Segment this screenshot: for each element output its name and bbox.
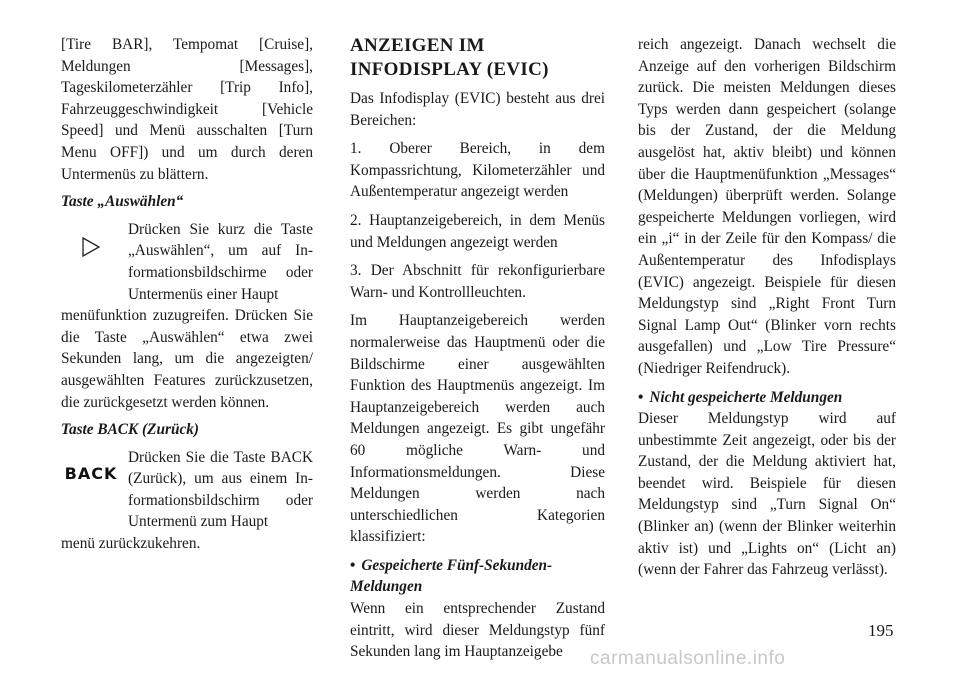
evic-intro: Das Infodisplay (EVIC) besteht aus drei Bereichen: bbox=[350, 90, 605, 129]
back-key-text: Drücken Sie die Taste BACK (Zurück), um aus einem Informationsbildschirm oder Untermenü zum Haupt bbox=[128, 448, 313, 531]
bullet-dot: • bbox=[350, 556, 356, 574]
bullet-dot: • bbox=[638, 388, 644, 406]
back-key-title: Taste BACK (Zurück) bbox=[61, 421, 199, 439]
stored-messages-text: Wenn ein entsprechender Zustand eintritt, wird dieser Meldungstyp fünf Sekunden lang im Hauptanzeigebe bbox=[350, 600, 605, 661]
unstored-messages-text: Dieser Meldungstyp wird auf unbestimmte Zeit angezeigt, oder bis der Zustand, der die Meldung aktiviert hat, beendet wird. Beispiele für diesen Meldungstyp sind „Turn Signal On“ (Blinker an) (wenn der Blinker weiterhin aktiv ist) und „Lights on“ (Licht an) (wenn der Fahrer das Fahrzeug verlässt). bbox=[638, 410, 896, 579]
stored-messages-continued: reich angezeigt. Danach wechselt die Anzeige auf den vorherigen Bildschirm zurück. Die meisten Meldungen dieses Typs werden dann gespeichert (solange bis der Zustand, der die Meldung ausgelöst hat, aktiv bleibt) und können über die Hauptmenüfunktion „Messages“ (Meldungen) überprüft werden. Solange gespeicherte Meldungen vorliegen, wird ein „i“ in der Zeile für den Kompass/ die Außentemperatur des Infodisplays (EVIC) angezeigt. Beispiele für diesen Meldungstyp sind „Right Front Turn Signal Lamp Out“ (Blinker vorn rechts ausgefallen) und „Low Tire Pressure“ (Niedriger Reifendruck). bbox=[638, 36, 896, 377]
back-icon-label: BACK bbox=[64, 463, 118, 483]
page-number: 195 bbox=[868, 621, 894, 640]
select-key-block bbox=[61, 219, 313, 305]
back-key-text-continued: menü zurückzukehren. bbox=[61, 535, 201, 553]
area-3-text: 3. Der Abschnitt für rekonfigurierbare Warn- und Kontrollleuchten. bbox=[350, 262, 605, 301]
bullet-unstored-messages bbox=[638, 387, 896, 409]
select-key-title: Taste „Auswählen“ bbox=[61, 193, 184, 211]
intro-paragraph: [Tire BAR], Tempomat [Cruise], Meldungen [Messages], Tageskilometerzähler [Trip Info], Fahrzeuggeschwindigkeit [Vehicle Speed] und Menü ausschalten [Turn Menu OFF]) und um durch deren Untermenüs zu blättern. bbox=[61, 36, 313, 183]
back-button-icon bbox=[61, 463, 121, 485]
select-key-text-continued: menüfunktion zuzugreifen. Drücken Sie die Taste „Auswählen“ etwa zwei Sekunden lang, um die angezeigten/ ausgewählten Features zurückzusetzen, die zurückgesetzt werden können. bbox=[61, 307, 313, 411]
select-key-text: Drücken Sie kurz die Taste „Auswählen“, um auf Informationsbildschirme oder Untermenüs einer Haupt bbox=[128, 220, 313, 303]
select-arrow-icon bbox=[61, 235, 121, 259]
bullet-unstored-title: Nicht gespeicherte Meldungen bbox=[649, 388, 843, 406]
heading-line-1: ANZEIGEN IM bbox=[350, 35, 485, 56]
column-middle bbox=[350, 34, 605, 663]
bullet-stored-title: Gespeicherte Fünf-Sekunden-Meldungen bbox=[350, 556, 553, 596]
area-1-text: 1. Oberer Bereich, in dem Kompassrichtung, Kilometerzähler und Außentemperatur angezeigt werden bbox=[350, 140, 605, 201]
section-heading bbox=[350, 34, 605, 82]
column-left bbox=[61, 34, 313, 555]
bullet-stored-messages bbox=[350, 555, 605, 598]
watermark: carmanualsonline.info bbox=[590, 648, 786, 669]
main-area-text: Im Hauptanzeigebereich werden normalerweise das Hauptmenü oder die Bildschirme einer ausgewählten Funktion des Hauptmenüs angezeigt. Im Hauptanzeigebereich werden auch Meldungen angezeigt. Es gibt ungefähr 60 mögliche Warn- und Informationsmeldungen. Diese Meldungen werden nach unterschiedlichen Kategorien klassifiziert: bbox=[350, 312, 605, 546]
area-2-text: 2. Hauptanzeigebereich, in dem Menüs und Meldungen angezeigt werden bbox=[350, 211, 605, 251]
heading-line-2: INFODISPLAY (EVIC) bbox=[350, 59, 549, 80]
column-right bbox=[638, 34, 896, 581]
back-key-block bbox=[61, 447, 313, 533]
